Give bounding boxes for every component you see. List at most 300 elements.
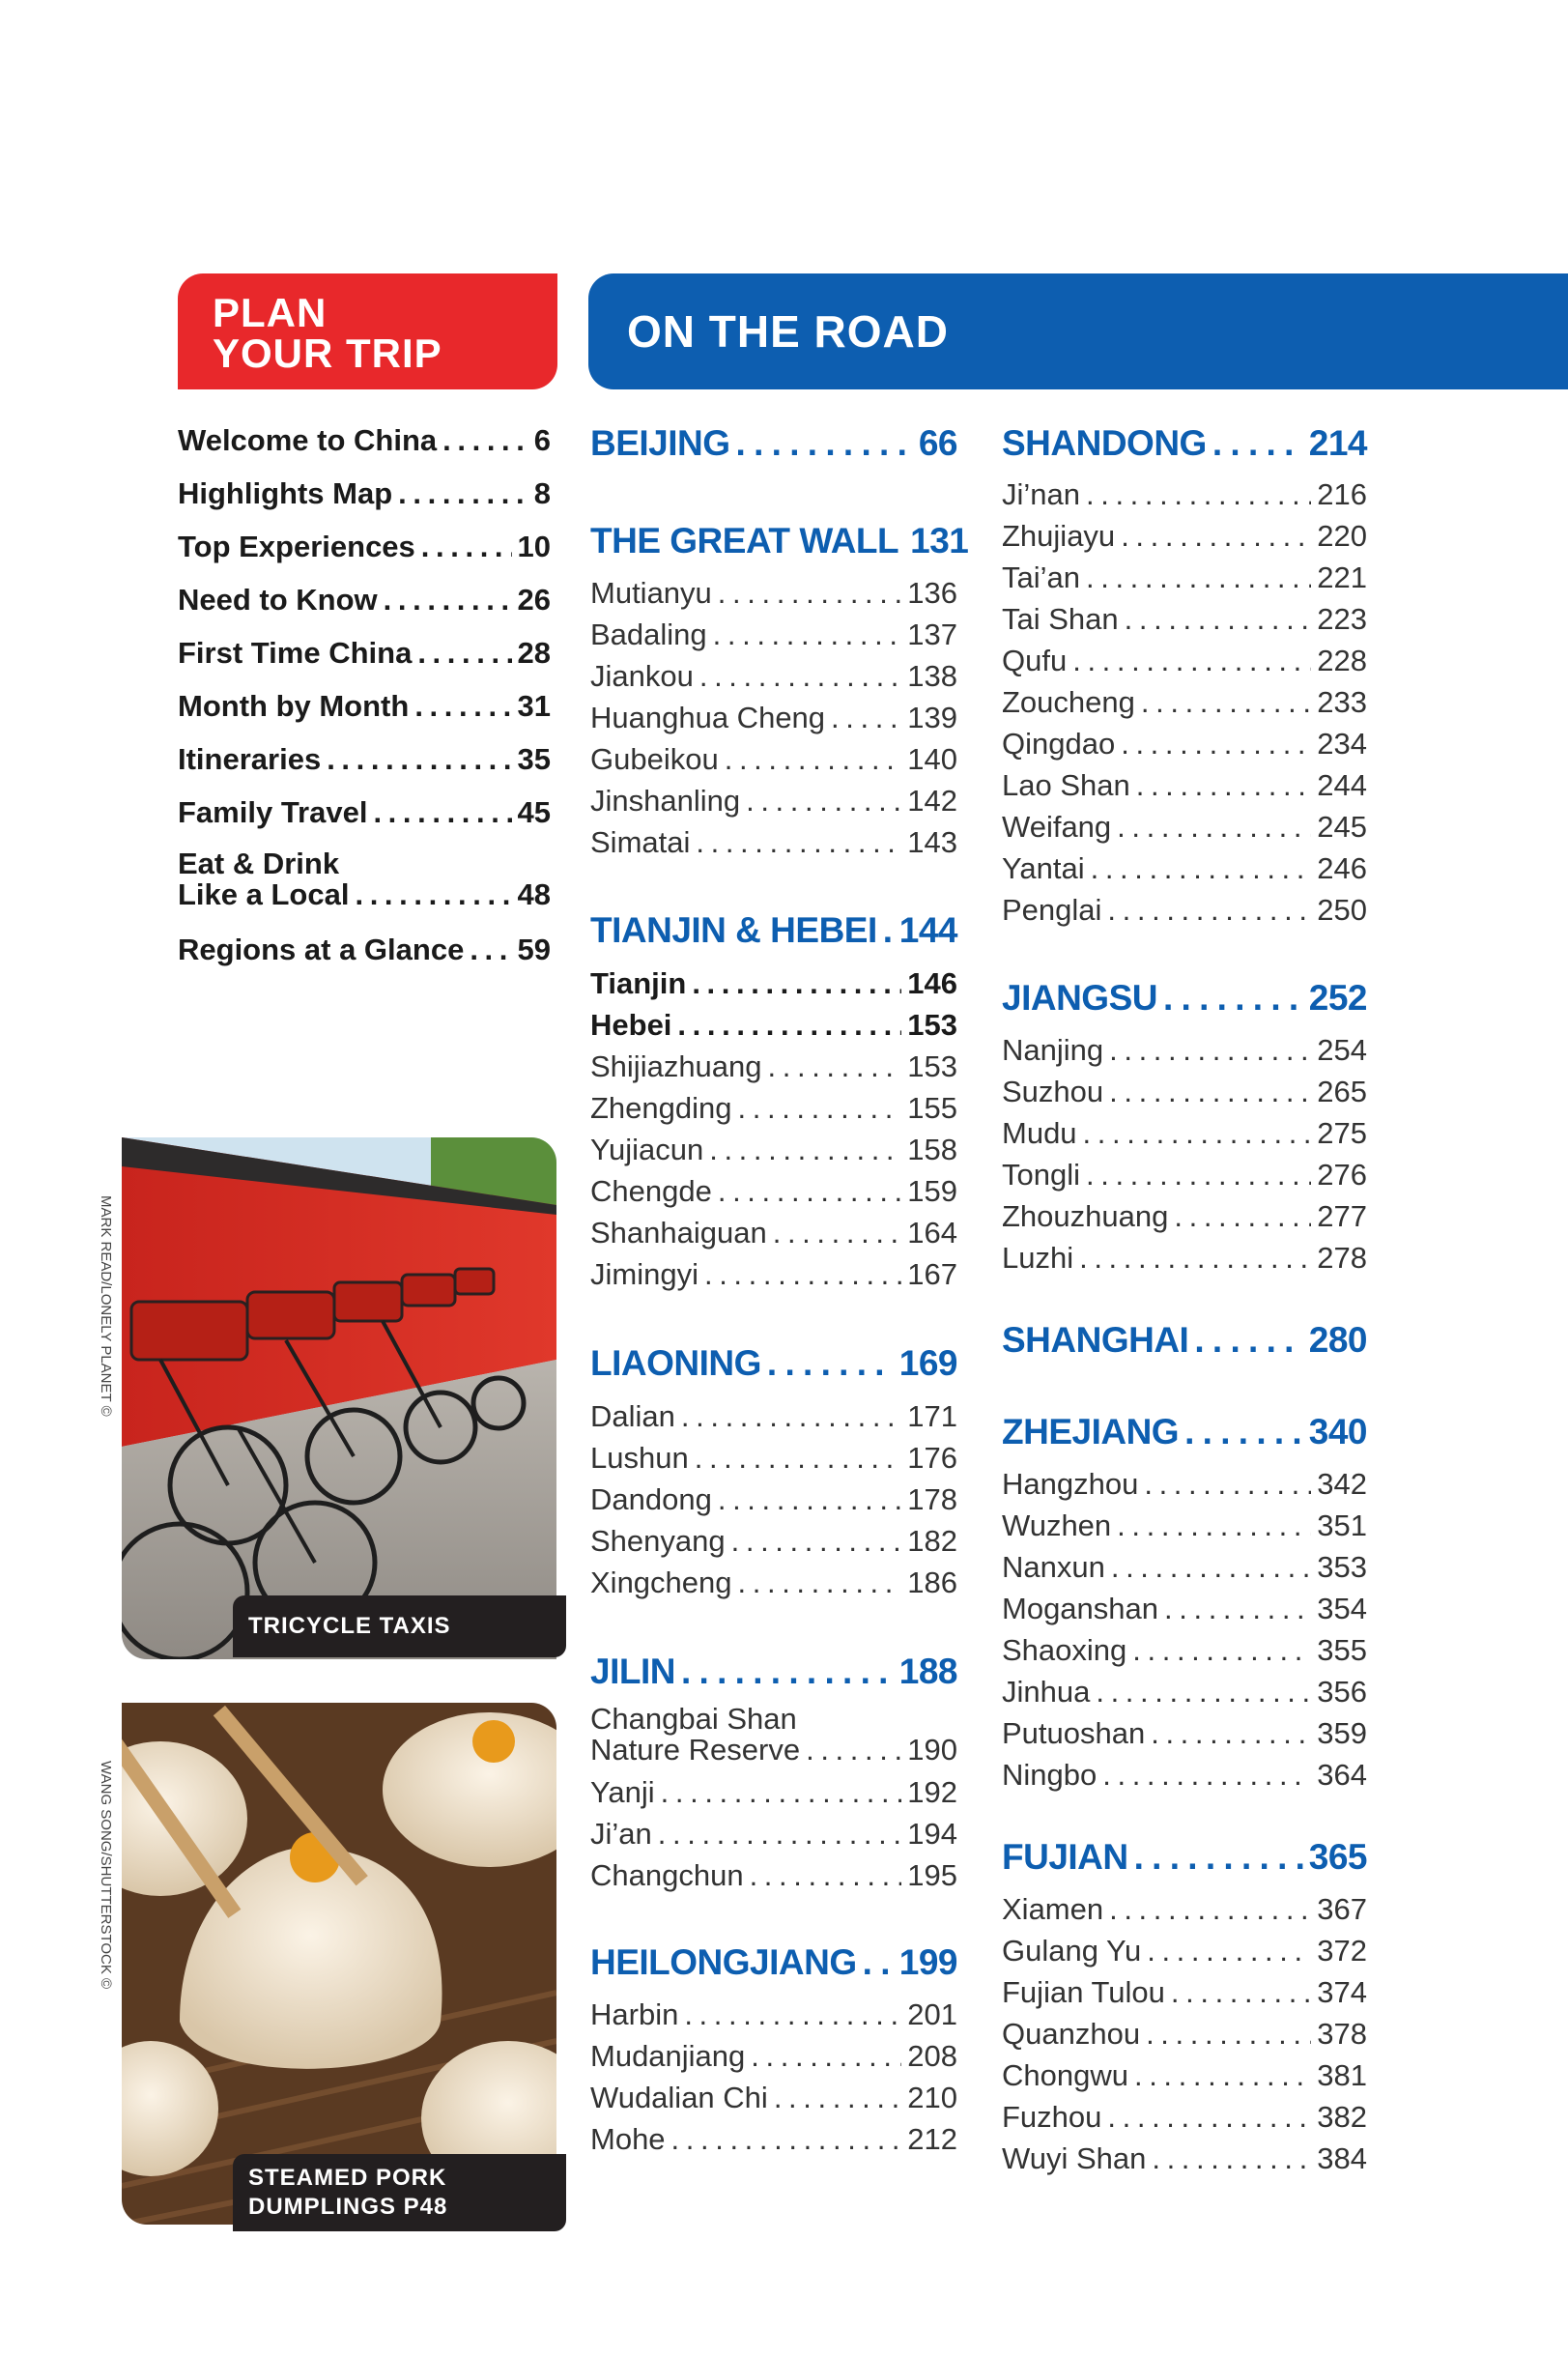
toc-page: 356 [1317,1675,1367,1709]
toc-label: Yantai [1002,851,1085,885]
toc-entry[interactable] [1002,644,1367,678]
toc-label: Shanhaiguan [590,1216,767,1250]
toc-entry[interactable] [1002,1116,1367,1151]
toc-label: Tongli [1002,1158,1080,1192]
region-name: JIANGSU [1002,978,1157,1018]
toc-entry[interactable] [1002,2141,1367,2176]
toc-entry[interactable] [1002,2100,1367,2135]
toc-label: Qingdao [1002,727,1116,761]
toc-entry[interactable] [1002,519,1367,554]
toc-label: Chongwu [1002,2058,1128,2092]
toc-entry[interactable] [590,2039,957,2074]
region-name: THE GREAT WALL [590,521,899,560]
tricycle-caption-text: TRICYCLE TAXIS [248,1613,451,1639]
toc-leader [695,1441,902,1476]
toc-page: 275 [1317,1116,1367,1150]
toc-label: Gubeikou [590,742,719,776]
toc-page: 45 [517,795,551,829]
toc-entry[interactable] [590,1049,957,1084]
toc-label: Shaoxing [1002,1633,1127,1667]
toc-label: Shijiazhuang [590,1049,762,1083]
toc-leader [1121,727,1311,761]
toc-entry[interactable] [1002,1758,1367,1793]
region-page: 131 [910,521,969,560]
toc-entry[interactable] [1002,1075,1367,1109]
toc-leader [1151,1716,1311,1751]
toc-leader [1086,477,1311,512]
toc-entry[interactable] [178,848,551,910]
toc-entry[interactable] [590,1775,957,1810]
toc-label: Nanxun [1002,1550,1105,1584]
region-name: TIANJIN & HEBEI [590,910,877,950]
toc-label: Badaling [590,618,707,651]
toc-page: 140 [907,742,957,776]
dumplings-illustration [122,1703,556,2225]
toc-leader [417,636,511,671]
toc-leader [373,795,511,830]
toc-leader [421,530,512,564]
toc-leader [1072,644,1311,678]
toc-leader [658,1817,902,1852]
region-heading[interactable] [590,423,957,464]
toc-entry[interactable] [590,1817,957,1852]
toc-label: Weifang [1002,810,1112,844]
region-heading[interactable] [590,1942,957,1983]
dumplings-photo [122,1703,556,2225]
toc-page: 186 [907,1566,957,1599]
toc-entry[interactable] [1002,2017,1367,2052]
toc-leader [713,618,902,652]
toc-entry[interactable] [178,530,551,564]
toc-entry[interactable] [1002,1934,1367,1968]
region-page: 199 [898,1942,957,1982]
toc-page: 158 [907,1133,957,1166]
toc-entry[interactable] [1002,1508,1367,1543]
toc-leader [1109,1033,1311,1068]
toc-leader [736,423,913,464]
region-name: HEILONGJIANG [590,1942,857,1982]
toc-page: 234 [1317,727,1367,761]
toc-leader [1146,2017,1311,2052]
toc-leader [1144,1467,1311,1502]
toc-page: 208 [907,2039,957,2073]
toc-label: Simatai [590,825,691,859]
toc-page: 351 [1317,1508,1367,1542]
region-name: FUJIAN [1002,1837,1128,1877]
toc-page: 212 [907,2122,957,2156]
toc-label: Nanjing [1002,1033,1104,1067]
dumplings-caption-line1: STEAMED PORK [248,2165,447,2191]
toc-label: Yujiacun [590,1133,704,1166]
toc-page: 233 [1317,685,1367,719]
toc-label: Tianjin [590,966,687,1000]
toc-page: 35 [517,742,551,776]
toc-label: Gulang Yu [1002,1934,1142,1968]
toc-leader [1091,851,1312,886]
toc-leader [1152,2141,1311,2176]
plan-header-line2: YOUR TRIP [213,330,442,376]
toc-entry[interactable] [590,1133,957,1167]
toc-entry[interactable] [590,1997,957,2032]
toc-label: Zhujiayu [1002,519,1116,553]
toc-leader [355,879,511,910]
toc-entry[interactable] [1002,2058,1367,2093]
toc-page: 8 [533,476,551,510]
dumplings-photo-credit: WANG SONG/SHUTTERSTOCK © [98,1761,114,1990]
toc-leader [768,1049,902,1084]
toc-page: 171 [907,1399,957,1433]
toc-entry[interactable] [1002,851,1367,886]
toc-leader [1117,810,1311,845]
region-heading[interactable] [1002,1412,1367,1452]
region-name: BEIJING [590,423,730,463]
toc-label: Harbin [590,1997,679,2031]
toc-page: 245 [1317,810,1367,844]
toc-label: Qufu [1002,644,1068,677]
toc-page: 354 [1317,1592,1367,1625]
toc-page: 142 [907,784,957,818]
toc-leader [1171,1975,1311,2010]
toc-entry[interactable] [590,576,957,611]
toc-entry[interactable] [1002,1592,1367,1626]
region-page: 280 [1308,1320,1367,1360]
toc-entry[interactable] [178,689,551,724]
toc-label: Luzhi [1002,1241,1074,1275]
region-name: JILIN [590,1652,675,1691]
toc-leader [1132,1633,1311,1668]
toc-leader [1121,519,1311,554]
toc-page: 210 [907,2081,957,2114]
toc-page: 153 [907,1008,957,1042]
plan-header-line1: PLAN [213,290,328,335]
region-heading[interactable] [590,1343,957,1384]
region-heading[interactable] [590,521,969,561]
toc-leader [751,2039,901,2074]
region-heading[interactable] [590,1652,957,1692]
toc-page: 378 [1317,2017,1367,2051]
toc-page: 372 [1317,1934,1367,1968]
toc-label: Moganshan [1002,1592,1159,1625]
toc-leader [738,1091,902,1126]
toc-label: Jiankou [590,659,694,693]
toc-page: 190 [907,1733,957,1767]
toc-page: 138 [907,659,957,693]
toc-entry[interactable] [178,933,551,967]
tricycle-taxis-photo [122,1137,556,1659]
toc-entry[interactable] [178,742,551,777]
toc-entry[interactable] [1002,1158,1367,1192]
toc-entry[interactable] [590,1441,957,1476]
toc-label: Ningbo [1002,1758,1098,1792]
region-name: LIAONING [590,1343,761,1383]
toc-entry[interactable] [590,1566,957,1600]
toc-label: Mutianyu [590,576,712,610]
toc-leader [384,583,512,618]
toc-page: 254 [1317,1033,1367,1067]
toc-page: 143 [907,825,957,859]
toc-page: 276 [1317,1158,1367,1192]
toc-label: Dandong [590,1482,712,1516]
toc-page: 31 [517,689,551,723]
toc-leader [704,1257,901,1292]
toc-page: 359 [1317,1716,1367,1750]
toc-page: 246 [1317,851,1367,885]
toc-entry[interactable] [1002,1633,1367,1668]
toc-leader [681,1399,901,1434]
on-the-road-banner [588,273,1568,389]
toc-page: 139 [907,701,957,734]
toc-leader [699,659,901,694]
toc-leader [1212,423,1303,464]
toc-leader [731,1524,902,1559]
region-heading[interactable] [1002,1320,1367,1361]
toc-page: 244 [1317,768,1367,802]
region-name: SHANDONG [1002,423,1207,463]
toc-entry[interactable] [1002,477,1367,512]
toc-entry[interactable] [590,1399,957,1434]
toc-label: Jinhua [1002,1675,1091,1709]
toc-entry[interactable] [590,1858,957,1893]
toc-page: 178 [907,1482,957,1516]
toc-label: Itineraries [178,742,322,776]
toc-page: 223 [1317,602,1367,636]
toc-entry[interactable] [590,784,957,819]
toc-page: 353 [1317,1550,1367,1584]
region-heading[interactable] [1002,423,1367,464]
toc-entry[interactable] [1002,560,1367,595]
toc-leader [1102,1758,1311,1793]
toc-entry[interactable] [590,966,957,1001]
toc-leader [1184,1412,1303,1452]
toc-entry[interactable] [590,701,957,735]
toc-entry[interactable] [1002,1241,1367,1276]
toc-label: Regions at a Glance [178,933,465,966]
toc-entry[interactable] [590,1524,957,1559]
toc-leader [750,1858,902,1893]
toc-page: 146 [907,966,957,1000]
toc-page: 220 [1317,519,1367,553]
toc-leader [1117,1508,1311,1543]
region-page: 169 [898,1343,957,1383]
toc-label: Huanghua Cheng [590,701,826,734]
region-name: ZHEJIANG [1002,1412,1180,1451]
toc-label: Mudu [1002,1116,1077,1150]
toc-entry[interactable] [590,618,957,652]
toc-entry[interactable] [590,659,957,694]
toc-label: Xiamen [1002,1892,1104,1926]
toc-page: 159 [907,1174,957,1208]
toc-label: Welcome to China [178,423,438,457]
toc-label: Fuzhou [1002,2100,1102,2134]
toc-page: 201 [907,1997,957,2031]
toc-label: Wuzhen [1002,1508,1112,1542]
toc-label: Quanzhou [1002,2017,1141,2051]
toc-page: 342 [1317,1467,1367,1501]
toc-leader [677,1008,901,1043]
toc-leader [1174,1199,1311,1234]
toc-entry[interactable] [590,1482,957,1517]
toc-page: 367 [1317,1892,1367,1926]
region-page: 214 [1308,423,1367,463]
toc-leader [1147,1934,1311,1968]
toc-entry[interactable] [1002,768,1367,803]
toc-label: Wuyi Shan [1002,2141,1147,2175]
toc-leader [718,1482,901,1517]
toc-label: Penglai [1002,893,1102,927]
region-heading[interactable] [1002,978,1367,1019]
toc-label: Tai’an [1002,560,1080,594]
region-name: SHANGHAI [1002,1320,1189,1360]
region-heading[interactable] [1002,1837,1367,1878]
toc-label: Zoucheng [1002,685,1135,719]
toc-page: 228 [1317,644,1367,677]
toc-leader [883,910,894,951]
toc-leader [684,1997,901,2032]
toc-leader [725,742,902,777]
toc-entry[interactable] [178,476,551,511]
toc-page: 167 [907,1257,957,1291]
toc-entry[interactable] [1002,1675,1367,1710]
toc-page: 28 [517,636,551,670]
toc-entry[interactable] [178,636,551,671]
toc-page: 153 [907,1049,957,1083]
toc-entry[interactable] [590,1257,957,1292]
toc-entry[interactable] [1002,1716,1367,1751]
toc-entry[interactable] [590,1704,957,1766]
toc-entry[interactable] [590,1216,957,1250]
toc-leader [1083,1116,1312,1151]
toc-page: 136 [907,576,957,610]
toc-page: 155 [907,1091,957,1125]
toc-entry[interactable] [590,2122,957,2157]
road-header: ON THE ROAD [627,306,949,357]
toc-entry[interactable] [590,2081,957,2115]
toc-page: 48 [517,877,551,911]
toc-entry[interactable] [590,1008,957,1043]
toc-page: 250 [1317,893,1367,927]
toc-entry[interactable] [178,795,551,830]
toc-leader [1107,893,1311,928]
tricycle-photo-credit: MARK READ/LONELY PLANET © [98,1195,114,1417]
toc-label: Mohe [590,2122,666,2156]
toc-entry[interactable] [590,825,957,860]
toc-page: 137 [907,618,957,651]
toc-page: 364 [1317,1758,1367,1792]
toc-page: 194 [907,1817,957,1851]
toc-page: 164 [907,1216,957,1250]
toc-page: 176 [907,1441,957,1475]
toc-entry[interactable] [1002,602,1367,637]
toc-page: 265 [1317,1075,1367,1108]
toc-entry[interactable] [178,583,551,618]
toc-label: Highlights Map [178,476,393,510]
toc-leader [767,1343,894,1384]
dumplings-caption [233,2154,566,2231]
toc-leader [709,1133,901,1167]
toc-entry[interactable] [1002,1975,1367,2010]
toc-label: Jinshanling [590,784,741,818]
toc-label: Eat & Drink [178,847,340,880]
toc-page: 182 [907,1524,957,1558]
toc-label: Dalian [590,1399,675,1433]
toc-entry[interactable] [1002,727,1367,761]
toc-label: Suzhou [1002,1075,1104,1108]
toc-label: Need to Know [178,583,378,617]
region-heading[interactable] [590,910,957,951]
toc-entry[interactable] [1002,1467,1367,1502]
toc-leader [1109,1892,1311,1927]
tricycle-illustration [122,1137,556,1659]
toc-label: Hangzhou [1002,1467,1139,1501]
toc-page: 26 [517,583,551,617]
toc-label-line2: Like a Local [178,877,350,911]
toc-label: Chengde [590,1174,712,1208]
toc-leader [863,1942,894,1983]
toc-label: Zhengding [590,1091,732,1125]
toc-leader [1141,685,1311,720]
toc-leader [1111,1550,1311,1585]
toc-leader [1164,1592,1311,1626]
toc-leader [327,742,511,777]
toc-leader [1163,978,1303,1019]
toc-entry[interactable] [1002,1892,1367,1927]
toc-entry[interactable] [1002,893,1367,928]
toc-label: Ji’an [590,1817,652,1851]
toc-entry[interactable] [178,423,551,458]
toc-label-line2: Nature Reserve [590,1733,801,1767]
toc-page: 195 [907,1858,957,1892]
toc-page: 381 [1317,2058,1367,2092]
toc-leader [1109,1075,1311,1109]
toc-label: Lao Shan [1002,768,1130,802]
toc-label: Lushun [590,1441,689,1475]
toc-leader [1134,2058,1311,2093]
toc-leader [692,966,901,1001]
toc-page: 10 [517,530,551,563]
toc-entry[interactable] [590,742,957,777]
toc-leader [718,576,901,611]
toc-label: Shenyang [590,1524,726,1558]
toc-leader [1086,560,1311,595]
toc-label: Top Experiences [178,530,415,563]
toc-label: Family Travel [178,795,368,829]
toc-page: 221 [1317,560,1367,594]
toc-entry[interactable] [590,1174,957,1209]
toc-label: Mudanjiang [590,2039,746,2073]
toc-label: Jimingyi [590,1257,698,1291]
toc-leader [442,423,528,458]
toc-label: Fujian Tulou [1002,1975,1165,2009]
toc-entry[interactable] [590,1091,957,1126]
toc-leader [470,933,511,967]
toc-label: Wudalian Chi [590,2081,768,2114]
toc-page: 382 [1317,2100,1367,2134]
toc-page: 192 [907,1775,957,1809]
toc-entry[interactable] [1002,1033,1367,1068]
toc-leader [696,825,901,860]
toc-entry[interactable] [1002,685,1367,720]
toc-entry[interactable] [1002,1199,1367,1234]
toc-leader [681,1652,894,1692]
toc-page: 277 [1317,1199,1367,1233]
toc-label: Zhouzhuang [1002,1199,1169,1233]
toc-leader [414,689,511,724]
toc-leader [1125,602,1312,637]
toc-entry[interactable] [1002,810,1367,845]
toc-entry[interactable] [1002,1550,1367,1585]
toc-page: 384 [1317,2141,1367,2175]
toc-page: 59 [517,933,551,966]
